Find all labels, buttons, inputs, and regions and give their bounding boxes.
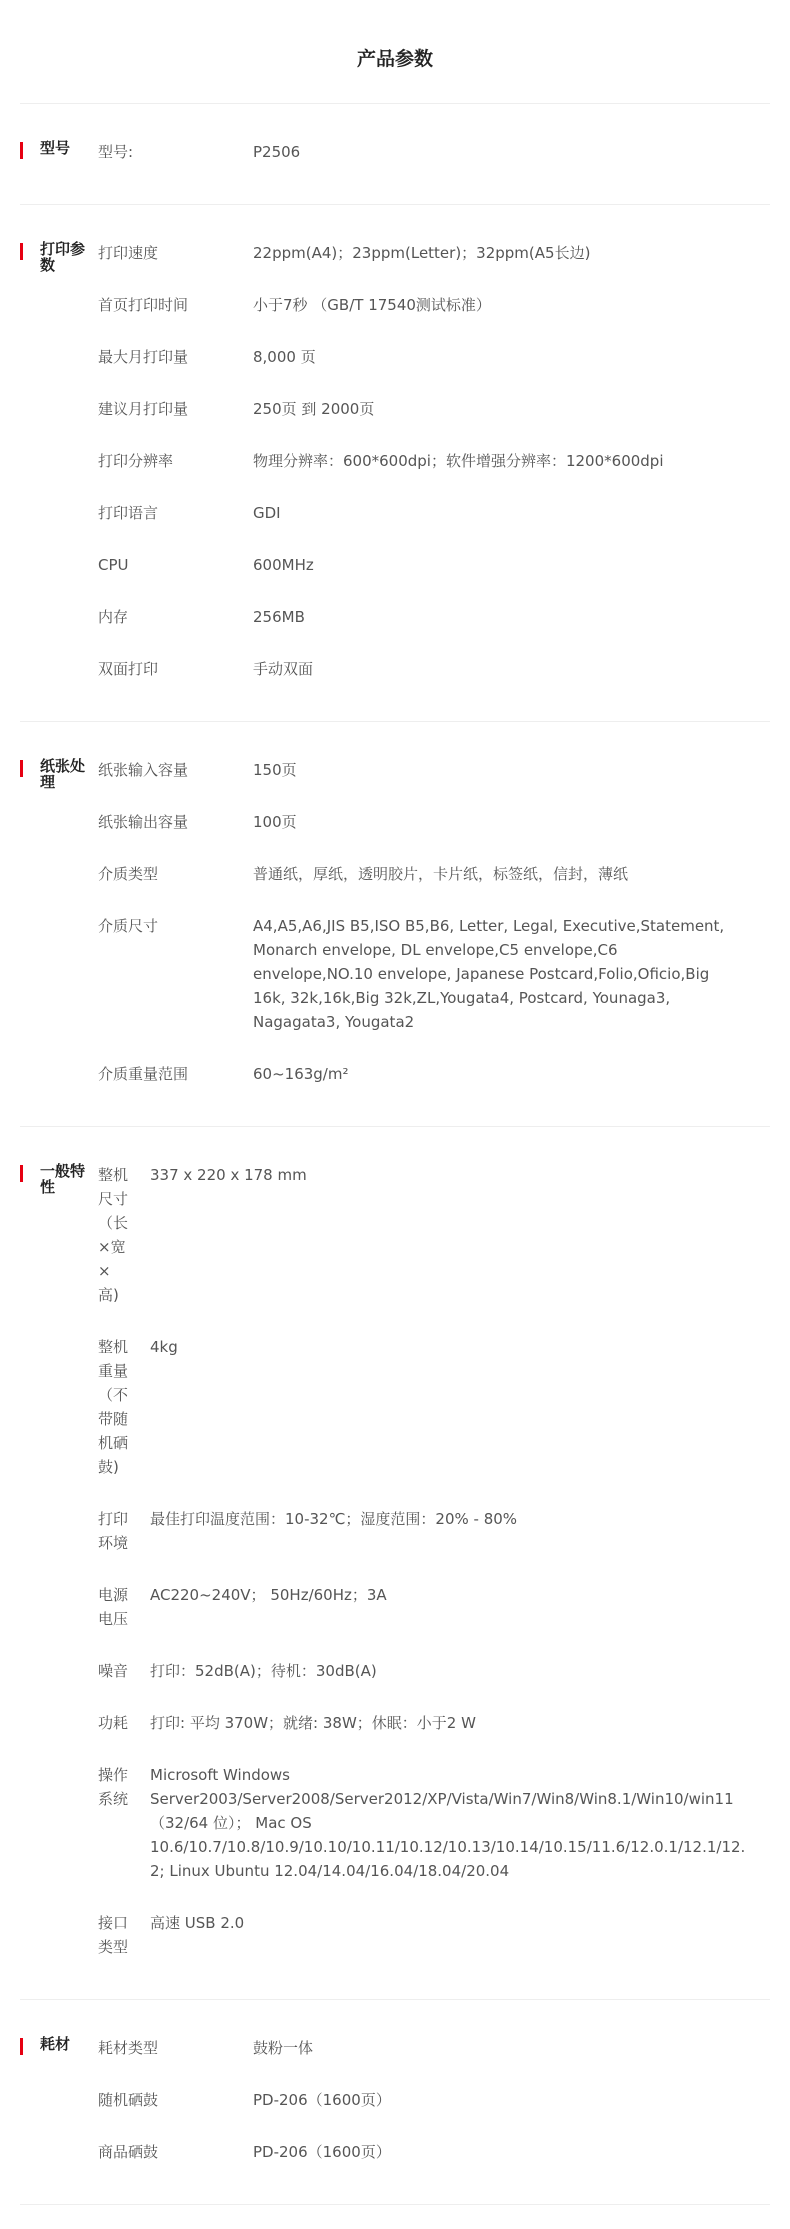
spec-label: 介质重量范围 [98,1065,189,1083]
spec-value: 256MB [253,608,305,626]
spec-value: 最佳打印温度范围：10-32℃；湿度范围：20% - 80% [150,1510,518,1528]
spec-row [98,1583,770,1631]
section-print-params [0,205,790,721]
section-accent-bar [20,243,23,260]
spec-value: GDI [253,504,281,522]
spec-label: 电源电压 [98,1586,129,1628]
spec-label: 打印分辨率 [98,452,174,470]
spec-row [98,862,770,886]
spec-label: 内存 [98,608,129,626]
spec-value: 8,000 页 [253,348,316,366]
spec-label: 操作系统 [98,1766,129,1808]
spec-value: 打印：52dB(A)；待机：30dB(A) [150,1662,377,1680]
section-heading: 型号 [40,139,71,157]
spec-row [98,140,770,164]
spec-label: 接口类型 [98,1914,129,1956]
section-paper-handling [0,722,790,1126]
spec-label: 噪音 [98,1662,129,1680]
section-general-features [0,1127,790,1999]
spec-row [98,1911,770,1959]
section-heading: 一般特性 [40,1162,86,1196]
spec-row [98,914,770,1034]
spec-value: 打印: 平均 370W；就绪: 38W；休眠：小于2 W [150,1714,476,1732]
spec-value: P2506 [253,143,301,161]
section-accent-bar [20,2038,23,2055]
spec-row [98,810,770,834]
spec-value: 150页 [253,761,297,779]
spec-row [98,2140,770,2164]
spec-value: 4kg [150,1338,178,1356]
page-title: 产品参数 [356,48,433,70]
spec-value: PD-206（1600页） [253,2143,391,2161]
section-heading: 耗材 [40,2035,71,2053]
spec-label: 打印环境 [98,1510,129,1552]
spec-label: 纸张输出容量 [98,813,189,831]
section-heading: 打印参数 [40,240,86,274]
spec-value: 337 x 220 x 178 mm [150,1166,307,1184]
spec-value: AC220~240V； 50Hz/60Hz；3A [150,1586,387,1604]
spec-label: 整机尺寸（长×宽×高) [98,1166,129,1304]
spec-row [98,1507,770,1555]
spec-value: 鼓粉一体 [253,2039,314,2057]
section-consumables [0,2000,790,2204]
spec-row [98,758,770,782]
spec-value: 600MHz [253,556,314,574]
section-model [0,104,790,204]
section-accent-bar [20,1165,23,1182]
spec-row [98,605,770,629]
spec-value: 小于7秒 （GB/T 17540测试标准） [253,296,491,314]
spec-label: 型号: [98,143,134,161]
spec-row [98,397,770,421]
spec-label: 最大月打印量 [98,348,189,366]
spec-row [98,449,770,473]
spec-row [98,293,770,317]
spec-label: 耗材类型 [98,2039,159,2057]
spec-value: 普通纸，厚纸，透明胶片，卡片纸，标签纸，信封，薄纸 [253,865,629,883]
spec-row [98,1062,770,1086]
spec-row [98,1711,770,1735]
section-accent-bar [20,760,23,777]
spec-value: PD-206（1600页） [253,2091,391,2109]
spec-row [98,2036,770,2060]
spec-row [98,553,770,577]
spec-label: 打印语言 [98,504,159,522]
spec-row [98,1659,770,1683]
spec-row [98,657,770,681]
spec-label: 介质类型 [98,865,159,883]
spec-label: 随机硒鼓 [98,2091,159,2109]
section-heading: 纸张处理 [40,757,86,791]
spec-label: 商品硒鼓 [98,2143,159,2161]
spec-label: CPU [98,556,129,574]
spec-label: 纸张输入容量 [98,761,189,779]
spec-value: 250页 到 2000页 [253,400,375,418]
spec-value: 手动双面 [253,660,314,678]
divider [20,2204,770,2205]
spec-row [98,2088,770,2112]
section-accent-bar [20,142,23,159]
spec-row [98,1163,770,1307]
spec-row [98,345,770,369]
spec-row [98,1335,770,1479]
spec-value: 高速 USB 2.0 [150,1914,245,1932]
spec-label: 建议月打印量 [98,400,189,418]
spec-label: 首页打印时间 [98,296,189,314]
spec-label: 功耗 [98,1714,129,1732]
spec-value: 物理分辨率：600*600dpi；软件增强分辨率：1200*600dpi [253,452,664,470]
spec-row [98,1763,770,1883]
spec-label: 双面打印 [98,660,159,678]
spec-row [98,501,770,525]
spec-value: Microsoft Windows Server2003/Server2008/Server2012/XP/Vista/Win7/Win8/Win8.1/Win10/win11（32/64 位）； Mac OS 10.6/10.7/10.8/10.9/10.10/10.11/10.12/10.13/10.14/10.15/11.6/12.0.1/12.1/12.2; Linux Ubuntu 12.04/14.04/16.04/18.04/20.04 [150,1766,746,1880]
spec-value: 22ppm(A4)；23ppm(Letter)；32ppm(A5长边) [253,244,591,262]
spec-label: 介质尺寸 [98,917,159,935]
spec-label: 打印速度 [98,244,159,262]
spec-row [98,241,770,265]
spec-value: 60~163g/m² [253,1065,349,1083]
spec-value: A4,A5,A6,JIS B5,ISO B5,B6, Letter, Legal, Executive,Statement, Monarch envelope, DL envelope,C5 envelope,C6 envelope,NO.10 envelope, Japanese Postcard,Folio,Oficio,Big 16k, 32k,16k,Big 32k,ZL,Yougata4, Postcard, Younaga3, Nagagata3, Yougata2 [253,917,725,1031]
spec-label: 整机重量（不带随机硒鼓) [98,1338,129,1476]
spec-value: 100页 [253,813,297,831]
